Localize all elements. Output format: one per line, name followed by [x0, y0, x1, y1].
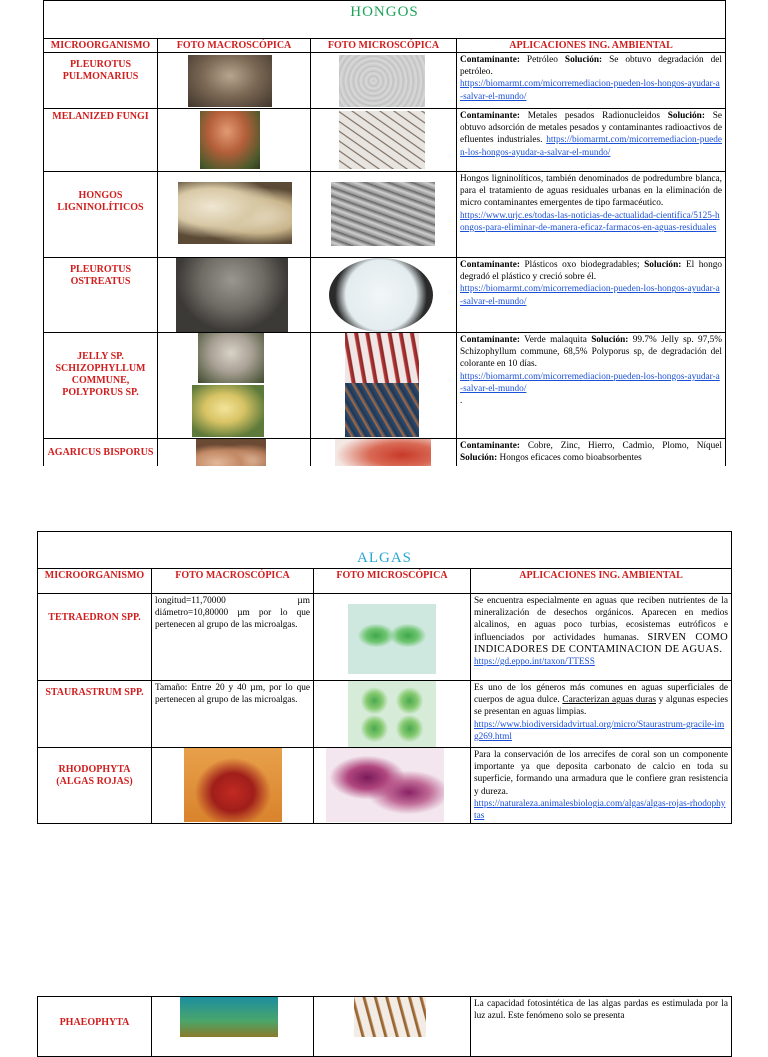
macro-photo-rhodophyta	[184, 748, 282, 822]
microorganism-name: AGARICUS BISPORUS	[44, 439, 158, 467]
application-cell: Contaminante: Cobre, Zinc, Hierro, Cadmio, Plomo, Níquel Solución: Hongos eficaces como bioabsorbentes	[457, 439, 726, 467]
micro-photo-cell	[311, 333, 457, 439]
table-row	[38, 594, 732, 681]
reference-link[interactable]: https://naturaleza.animalesbiologia.com/algas/algas-rojas-rhodophytas	[474, 798, 726, 822]
table-row	[38, 748, 732, 824]
hongos-section-clip	[0, 0, 768, 466]
micro-photo-agaricus-bisporus	[335, 439, 431, 466]
macro-photo-cell	[158, 109, 311, 172]
microorganism-name: TETRAEDRON SPP.	[38, 594, 152, 681]
reference-link[interactable]: https://biomarmt.com/micorremediacion-pueden-los-hongos-ayudar-a-salvar-el-mundo/	[460, 371, 720, 394]
macro-photo-melanized-fungi	[200, 111, 260, 169]
hongos-table	[43, 0, 726, 466]
application-cell: La capacidad fotosintética de las algas pardas es estimulada por la luz azul. Este fenómeno solo se presenta	[471, 997, 732, 1057]
application-cell: Contaminante: Metales pesados Radionucleidos Solución: Se obtuvo adsorción de metales pesados y contaminantes radioactivos de efluentes industriales. https://biomarmt.com/micorremediacion-pueden-los-hongos-ayudar-a-salvar-el-mundo/	[457, 109, 726, 172]
macro-photo-cell	[158, 172, 311, 258]
microorganism-name: HONGOS LIGNINOLÍTICOS	[44, 172, 158, 258]
application-cell: Hongos ligninolíticos, también denominados de podredumbre blanca, para el tratamiento de aguas residuales urbanas en la eliminación de micro contaminantes emergentes de tipo farmacéutico. https://www.urjc.es/todas-las-noticias-de-actualidad-cientifica/5125-hongos-para-eliminar-de-manera-eficaz-farmacos-en-aguas-residuales	[457, 172, 726, 258]
application-cell: Para la conservación de los arrecifes de coral son un componente importante ya que deposita carbonato de calcio en toda su superficie, formando una armadura que le confiere gran resistencia y dureza. https://naturaleza.animalesbiologia.com/algas/algas-rojas-rhodophytas	[471, 748, 732, 824]
header-aplicaciones: APLICACIONES ING. AMBIENTAL	[457, 39, 726, 53]
header-aplicaciones: APLICACIONES ING. AMBIENTAL	[471, 569, 732, 594]
header-foto-macroscopica: FOTO MACROSCÓPICA	[152, 569, 314, 594]
microorganism-name: PLEUROTUS PULMONARIUS	[44, 53, 158, 109]
macro-photo-cell	[158, 53, 311, 109]
reference-link[interactable]: https://www.biodiversidadvirtual.org/micro/Staurastrum-gracile-img269.html	[474, 719, 725, 742]
microorganism-name: PLEUROTUS OSTREATUS	[44, 258, 158, 333]
macro-photo-cell	[152, 748, 314, 824]
micro-photo-jelly-sp	[345, 333, 419, 383]
micro-photo-cell	[311, 258, 457, 333]
table-row	[44, 333, 726, 439]
micro-photo-cell	[314, 594, 471, 681]
reference-link[interactable]: https://biomarmt.com/micorremediacion-pueden-los-hongos-ayudar-a-salvar-el-mundo/	[460, 284, 720, 307]
header-foto-microscopica: FOTO MICROSCÓPICA	[311, 39, 457, 53]
macro-photo-phaeophyta	[180, 997, 278, 1037]
header-foto-microscopica: FOTO MICROSCÓPICA	[314, 569, 471, 594]
microorganism-name: MELANIZED FUNGI	[44, 109, 158, 172]
macro-photo-cell	[158, 439, 311, 467]
table-row	[44, 53, 726, 109]
table-row	[38, 681, 732, 748]
microorganism-name: RHODOPHYTA (ALGAS ROJAS)	[38, 748, 152, 824]
macro-photo-hongos-ligninoliticos	[178, 182, 292, 244]
macro-photo-cell	[152, 997, 314, 1057]
algas-table	[37, 531, 732, 824]
micro-photo-melanized-fungi	[339, 111, 425, 169]
reference-link[interactable]: https://www.urjc.es/todas-las-noticias-de-actualidad-cientifica/5125-hongos-para-eliminar-de-manera-eficaz-farmacos-en-aguas-residuales	[460, 210, 720, 233]
macro-photo-cell	[158, 333, 311, 439]
algas-title: ALGAS	[38, 532, 732, 569]
reference-link[interactable]: https://biomarmt.com/micorremediacion-pueden-los-hongos-ayudar-a-salvar-el-mundo/	[460, 79, 720, 102]
algas-table-continued	[37, 996, 732, 1057]
micro-photo-polyporus	[345, 383, 419, 437]
reference-link[interactable]: https://biomarmt.com/micorremediacion-pueden-los-hongos-ayudar-a-salvar-el-mundo/	[460, 135, 723, 158]
micro-photo-cell	[314, 681, 471, 748]
micro-photo-cell	[314, 748, 471, 824]
micro-photo-pleurotus-ostreatus	[329, 258, 433, 332]
micro-photo-cell	[311, 109, 457, 172]
macro-text-cell: Tamaño: Entre 20 y 40 µm, por lo que pertenecen al grupo de las microalgas.	[152, 681, 314, 748]
table-row	[44, 172, 726, 258]
application-cell: Es uno de los géneros más comunes en aguas superficiales de cuerpos de agua dulce. Caracterizan aguas duras y algunas especies se presentan en aguas limpias. https://www.biodiversidadvirtual.org/micro/Staurastrum-gracile-img269.html	[471, 681, 732, 748]
table-row	[44, 439, 726, 467]
header-foto-macroscopica: FOTO MACROSCÓPICA	[158, 39, 311, 53]
micro-photo-phaeophyta	[354, 997, 426, 1037]
application-cell: Contaminante: Verde malaquita Solución: 99.7% Jelly sp. 97,5% Schizophyllum commune, 68,5% Polyporus sp, de degradación del colorante en 10 días. https://biomarmt.com/micorremediacion-pueden-los-hongos-ayudar-a-salvar-el-mundo/ .	[457, 333, 726, 439]
microorganism-name: JELLY SP. SCHIZOPHYLLUM COMMUNE, POLYPORUS SP.	[44, 333, 158, 439]
macro-photo-cell	[158, 258, 311, 333]
micro-photo-rhodophyta	[326, 748, 444, 822]
micro-photo-pleurotus-pulmonarius	[339, 55, 425, 107]
micro-photo-cell	[311, 172, 457, 258]
table-row	[38, 997, 732, 1057]
hongos-title: HONGOS	[44, 1, 726, 39]
macro-photo-agaricus-bisporus	[196, 439, 266, 466]
microorganism-name: PHAEOPHYTA	[38, 997, 152, 1057]
micro-photo-tetraedron	[348, 604, 436, 674]
macro-photo-jelly-sp	[198, 333, 264, 383]
macro-photo-pleurotus-pulmonarius	[188, 55, 272, 107]
microorganism-name: STAURASTRUM SPP.	[38, 681, 152, 748]
micro-photo-cell	[311, 439, 457, 467]
micro-photo-hongos-ligninoliticos	[331, 182, 435, 246]
micro-photo-cell	[311, 53, 457, 109]
application-cell: Contaminante: Petróleo Solución: Se obtuvo degradación del petróleo. https://biomarmt.com/micorremediacion-pueden-los-hongos-ayudar-a-salvar-el-mundo/	[457, 53, 726, 109]
micro-photo-staurastrum	[348, 681, 436, 747]
header-microorganismo: MICROORGANISMO	[38, 569, 152, 594]
macro-photo-pleurotus-ostreatus	[176, 258, 288, 332]
table-row	[44, 109, 726, 172]
application-cell: Se encuentra especialmente en aguas que reciben nutrientes de la mineralización de desechos orgánicos. Aparecen en medios alcalinos, en aguas poco turbias, ecosistemas eutróficos e influenciados por actividades humanas. SIRVEN COMO INDICADORES DE CONTAMINACION DE AGUAS. https://gd.eppo.int/taxon/TTESS	[471, 594, 732, 681]
reference-link[interactable]: https://gd.eppo.int/taxon/TTESS	[474, 657, 595, 668]
application-cell: Contaminante: Plásticos oxo biodegradables; Solución: El hongo degradó el plástico y creció sobre él. https://biomarmt.com/micorremediacion-pueden-los-hongos-ayudar-a-salvar-el-mundo/	[457, 258, 726, 333]
micro-photo-cell	[314, 997, 471, 1057]
macro-text-cell: longitud=11,70000 µm diámetro=10,80000 µm por lo que pertenecen al grupo de las microalgas.	[152, 594, 314, 681]
macro-photo-schizophyllum	[192, 385, 264, 437]
table-row	[44, 258, 726, 333]
header-microorganismo: MICROORGANISMO	[44, 39, 158, 53]
